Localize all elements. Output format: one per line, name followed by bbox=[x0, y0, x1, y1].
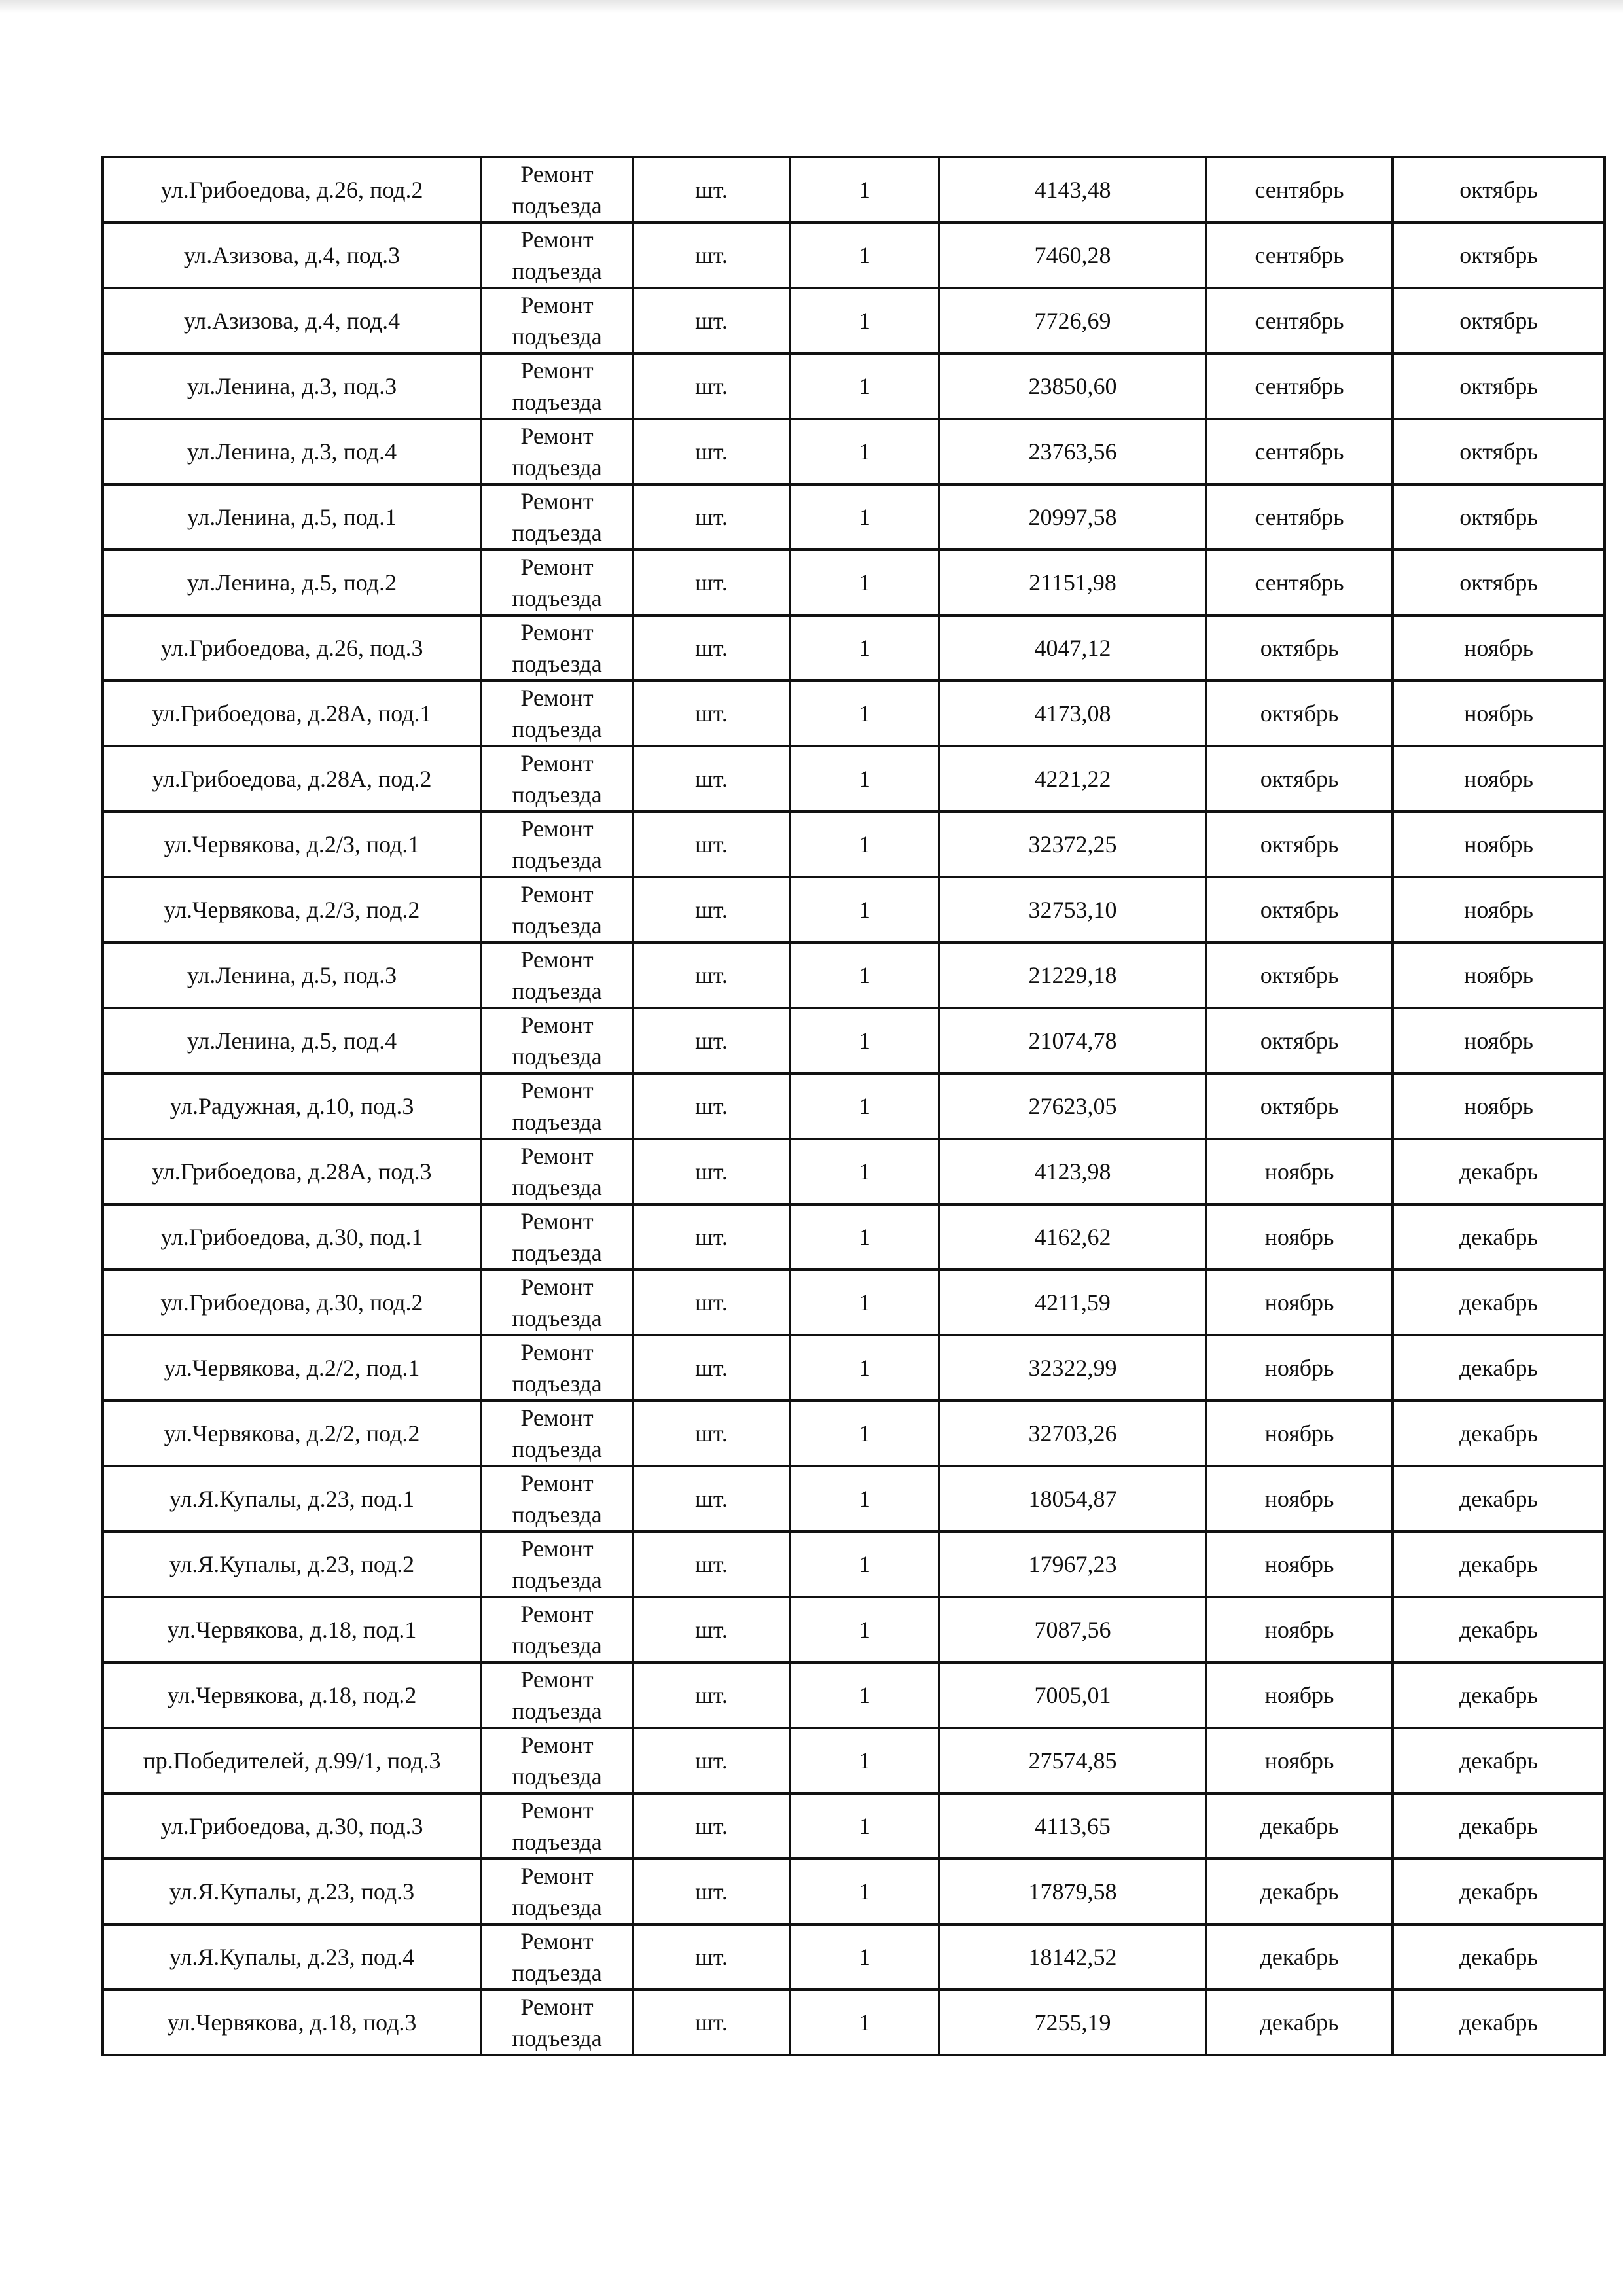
repair-schedule-table bbox=[101, 156, 1606, 2056]
cost-cell: 17967,23 bbox=[939, 1532, 1206, 1597]
start-month-cell: октябрь bbox=[1206, 812, 1393, 877]
address-cell: ул.Червякова, д.18, под.2 bbox=[103, 1662, 481, 1728]
unit-cell: шт. bbox=[633, 1008, 790, 1073]
end-month-cell: декабрь bbox=[1393, 1466, 1605, 1532]
start-month-cell: сентябрь bbox=[1206, 223, 1393, 288]
end-month-cell: октябрь bbox=[1393, 288, 1605, 353]
unit-cell: шт. bbox=[633, 681, 790, 746]
table-row bbox=[103, 1466, 1605, 1532]
quantity-cell: 1 bbox=[790, 1204, 939, 1270]
table-row bbox=[103, 1793, 1605, 1859]
unit-cell: шт. bbox=[633, 419, 790, 484]
unit-cell: шт. bbox=[633, 1073, 790, 1139]
end-month-cell: октябрь bbox=[1393, 353, 1605, 419]
work-type-cell: Ремонт подъезда bbox=[481, 1662, 633, 1728]
cost-cell: 7255,19 bbox=[939, 1990, 1206, 2055]
start-month-cell: октябрь bbox=[1206, 1008, 1393, 1073]
quantity-cell: 1 bbox=[790, 1335, 939, 1401]
unit-cell: шт. bbox=[633, 223, 790, 288]
quantity-cell: 1 bbox=[790, 681, 939, 746]
unit-cell: шт. bbox=[633, 1728, 790, 1793]
work-type-cell: Ремонт подъезда bbox=[481, 1466, 633, 1532]
cost-cell: 7087,56 bbox=[939, 1597, 1206, 1662]
work-type-cell: Ремонт подъезда bbox=[481, 1924, 633, 1990]
address-cell: ул.Червякова, д.2/3, под.1 bbox=[103, 812, 481, 877]
quantity-cell: 1 bbox=[790, 1924, 939, 1990]
start-month-cell: ноябрь bbox=[1206, 1532, 1393, 1597]
quantity-cell: 1 bbox=[790, 942, 939, 1008]
end-month-cell: декабрь bbox=[1393, 1532, 1605, 1597]
end-month-cell: декабрь bbox=[1393, 1401, 1605, 1466]
start-month-cell: октябрь bbox=[1206, 615, 1393, 681]
table-row bbox=[103, 1924, 1605, 1990]
cost-cell: 18142,52 bbox=[939, 1924, 1206, 1990]
address-cell: ул.Червякова, д.18, под.3 bbox=[103, 1990, 481, 2055]
unit-cell: шт. bbox=[633, 550, 790, 615]
cost-cell: 32703,26 bbox=[939, 1401, 1206, 1466]
address-cell: ул.Грибоедова, д.26, под.2 bbox=[103, 157, 481, 223]
start-month-cell: декабрь bbox=[1206, 1793, 1393, 1859]
start-month-cell: октябрь bbox=[1206, 681, 1393, 746]
start-month-cell: ноябрь bbox=[1206, 1139, 1393, 1204]
quantity-cell: 1 bbox=[790, 1466, 939, 1532]
unit-cell: шт. bbox=[633, 1139, 790, 1204]
cost-cell: 18054,87 bbox=[939, 1466, 1206, 1532]
start-month-cell: октябрь bbox=[1206, 877, 1393, 942]
cost-cell: 4211,59 bbox=[939, 1270, 1206, 1335]
unit-cell: шт. bbox=[633, 157, 790, 223]
work-type-cell: Ремонт подъезда bbox=[481, 288, 633, 353]
end-month-cell: ноябрь bbox=[1393, 615, 1605, 681]
work-type-cell: Ремонт подъезда bbox=[481, 1270, 633, 1335]
start-month-cell: сентябрь bbox=[1206, 157, 1393, 223]
unit-cell: шт. bbox=[633, 877, 790, 942]
table-row bbox=[103, 288, 1605, 353]
table-row bbox=[103, 812, 1605, 877]
start-month-cell: сентябрь bbox=[1206, 288, 1393, 353]
address-cell: ул.Червякова, д.18, под.1 bbox=[103, 1597, 481, 1662]
cost-cell: 23850,60 bbox=[939, 353, 1206, 419]
work-type-cell: Ремонт подъезда bbox=[481, 353, 633, 419]
start-month-cell: октябрь bbox=[1206, 746, 1393, 812]
cost-cell: 4123,98 bbox=[939, 1139, 1206, 1204]
table-row bbox=[103, 1204, 1605, 1270]
work-type-cell: Ремонт подъезда bbox=[481, 157, 633, 223]
address-cell: ул.Ленина, д.5, под.1 bbox=[103, 484, 481, 550]
end-month-cell: декабрь bbox=[1393, 1270, 1605, 1335]
end-month-cell: декабрь bbox=[1393, 1990, 1605, 2055]
quantity-cell: 1 bbox=[790, 157, 939, 223]
table-body bbox=[103, 157, 1605, 2055]
table-row bbox=[103, 1401, 1605, 1466]
end-month-cell: ноябрь bbox=[1393, 746, 1605, 812]
work-type-cell: Ремонт подъезда bbox=[481, 550, 633, 615]
end-month-cell: декабрь bbox=[1393, 1204, 1605, 1270]
cost-cell: 27574,85 bbox=[939, 1728, 1206, 1793]
work-type-cell: Ремонт подъезда bbox=[481, 615, 633, 681]
work-type-cell: Ремонт подъезда bbox=[481, 1859, 633, 1924]
work-type-cell: Ремонт подъезда bbox=[481, 484, 633, 550]
address-cell: ул.Грибоедова, д.28А, под.1 bbox=[103, 681, 481, 746]
unit-cell: шт. bbox=[633, 1662, 790, 1728]
end-month-cell: октябрь bbox=[1393, 550, 1605, 615]
address-cell: ул.Радужная, д.10, под.3 bbox=[103, 1073, 481, 1139]
start-month-cell: сентябрь bbox=[1206, 353, 1393, 419]
address-cell: пр.Победителей, д.99/1, под.3 bbox=[103, 1728, 481, 1793]
quantity-cell: 1 bbox=[790, 1597, 939, 1662]
start-month-cell: ноябрь bbox=[1206, 1466, 1393, 1532]
work-type-cell: Ремонт подъезда bbox=[481, 1073, 633, 1139]
address-cell: ул.Я.Купалы, д.23, под.1 bbox=[103, 1466, 481, 1532]
unit-cell: шт. bbox=[633, 1793, 790, 1859]
end-month-cell: ноябрь bbox=[1393, 1008, 1605, 1073]
cost-cell: 23763,56 bbox=[939, 419, 1206, 484]
end-month-cell: ноябрь bbox=[1393, 942, 1605, 1008]
quantity-cell: 1 bbox=[790, 288, 939, 353]
address-cell: ул.Я.Купалы, д.23, под.4 bbox=[103, 1924, 481, 1990]
work-type-cell: Ремонт подъезда bbox=[481, 1401, 633, 1466]
work-type-cell: Ремонт подъезда bbox=[481, 812, 633, 877]
start-month-cell: декабрь bbox=[1206, 1859, 1393, 1924]
work-type-cell: Ремонт подъезда bbox=[481, 1990, 633, 2055]
start-month-cell: октябрь bbox=[1206, 942, 1393, 1008]
end-month-cell: декабрь bbox=[1393, 1728, 1605, 1793]
table-row bbox=[103, 1859, 1605, 1924]
unit-cell: шт. bbox=[633, 1466, 790, 1532]
unit-cell: шт. bbox=[633, 1532, 790, 1597]
unit-cell: шт. bbox=[633, 1990, 790, 2055]
address-cell: ул.Грибоедова, д.30, под.1 bbox=[103, 1204, 481, 1270]
start-month-cell: декабрь bbox=[1206, 1924, 1393, 1990]
cost-cell: 7726,69 bbox=[939, 288, 1206, 353]
document-page bbox=[101, 156, 1603, 2056]
address-cell: ул.Червякова, д.2/3, под.2 bbox=[103, 877, 481, 942]
table-row bbox=[103, 1728, 1605, 1793]
unit-cell: шт. bbox=[633, 1335, 790, 1401]
cost-cell: 32372,25 bbox=[939, 812, 1206, 877]
table-row bbox=[103, 1008, 1605, 1073]
table-row bbox=[103, 1073, 1605, 1139]
cost-cell: 21151,98 bbox=[939, 550, 1206, 615]
cost-cell: 4173,08 bbox=[939, 681, 1206, 746]
address-cell: ул.Я.Купалы, д.23, под.2 bbox=[103, 1532, 481, 1597]
cost-cell: 4143,48 bbox=[939, 157, 1206, 223]
cost-cell: 7460,28 bbox=[939, 223, 1206, 288]
start-month-cell: сентябрь bbox=[1206, 484, 1393, 550]
cost-cell: 21229,18 bbox=[939, 942, 1206, 1008]
start-month-cell: сентябрь bbox=[1206, 550, 1393, 615]
unit-cell: шт. bbox=[633, 812, 790, 877]
start-month-cell: сентябрь bbox=[1206, 419, 1393, 484]
address-cell: ул.Грибоедова, д.28А, под.3 bbox=[103, 1139, 481, 1204]
end-month-cell: декабрь bbox=[1393, 1597, 1605, 1662]
end-month-cell: декабрь bbox=[1393, 1793, 1605, 1859]
table-row bbox=[103, 419, 1605, 484]
end-month-cell: декабрь bbox=[1393, 1139, 1605, 1204]
work-type-cell: Ремонт подъезда bbox=[481, 223, 633, 288]
work-type-cell: Ремонт подъезда bbox=[481, 1008, 633, 1073]
table-row bbox=[103, 1335, 1605, 1401]
start-month-cell: декабрь bbox=[1206, 1990, 1393, 2055]
address-cell: ул.Червякова, д.2/2, под.1 bbox=[103, 1335, 481, 1401]
unit-cell: шт. bbox=[633, 1401, 790, 1466]
table-row bbox=[103, 1532, 1605, 1597]
start-month-cell: ноябрь bbox=[1206, 1270, 1393, 1335]
unit-cell: шт. bbox=[633, 353, 790, 419]
quantity-cell: 1 bbox=[790, 746, 939, 812]
table-row bbox=[103, 1139, 1605, 1204]
work-type-cell: Ремонт подъезда bbox=[481, 1728, 633, 1793]
work-type-cell: Ремонт подъезда bbox=[481, 1335, 633, 1401]
unit-cell: шт. bbox=[633, 1270, 790, 1335]
quantity-cell: 1 bbox=[790, 1532, 939, 1597]
start-month-cell: октябрь bbox=[1206, 1073, 1393, 1139]
unit-cell: шт. bbox=[633, 1924, 790, 1990]
cost-cell: 20997,58 bbox=[939, 484, 1206, 550]
table-row bbox=[103, 1990, 1605, 2055]
work-type-cell: Ремонт подъезда bbox=[481, 1597, 633, 1662]
work-type-cell: Ремонт подъезда bbox=[481, 1793, 633, 1859]
end-month-cell: ноябрь bbox=[1393, 1073, 1605, 1139]
cost-cell: 4047,12 bbox=[939, 615, 1206, 681]
address-cell: ул.Грибоедова, д.26, под.3 bbox=[103, 615, 481, 681]
table-row bbox=[103, 942, 1605, 1008]
quantity-cell: 1 bbox=[790, 353, 939, 419]
end-month-cell: октябрь bbox=[1393, 157, 1605, 223]
end-month-cell: ноябрь bbox=[1393, 681, 1605, 746]
work-type-cell: Ремонт подъезда bbox=[481, 746, 633, 812]
address-cell: ул.Азизова, д.4, под.3 bbox=[103, 223, 481, 288]
unit-cell: шт. bbox=[633, 746, 790, 812]
cost-cell: 32322,99 bbox=[939, 1335, 1206, 1401]
table-row bbox=[103, 615, 1605, 681]
start-month-cell: ноябрь bbox=[1206, 1401, 1393, 1466]
end-month-cell: декабрь bbox=[1393, 1662, 1605, 1728]
table-row bbox=[103, 353, 1605, 419]
start-month-cell: ноябрь bbox=[1206, 1204, 1393, 1270]
quantity-cell: 1 bbox=[790, 1073, 939, 1139]
quantity-cell: 1 bbox=[790, 1008, 939, 1073]
quantity-cell: 1 bbox=[790, 1139, 939, 1204]
cost-cell: 4221,22 bbox=[939, 746, 1206, 812]
table-row bbox=[103, 1662, 1605, 1728]
unit-cell: шт. bbox=[633, 615, 790, 681]
quantity-cell: 1 bbox=[790, 550, 939, 615]
quantity-cell: 1 bbox=[790, 615, 939, 681]
start-month-cell: ноябрь bbox=[1206, 1728, 1393, 1793]
table-row bbox=[103, 223, 1605, 288]
cost-cell: 4113,65 bbox=[939, 1793, 1206, 1859]
table-row bbox=[103, 1597, 1605, 1662]
end-month-cell: октябрь bbox=[1393, 484, 1605, 550]
quantity-cell: 1 bbox=[790, 1662, 939, 1728]
unit-cell: шт. bbox=[633, 288, 790, 353]
cost-cell: 7005,01 bbox=[939, 1662, 1206, 1728]
cost-cell: 4162,62 bbox=[939, 1204, 1206, 1270]
unit-cell: шт. bbox=[633, 1204, 790, 1270]
end-month-cell: октябрь bbox=[1393, 223, 1605, 288]
end-month-cell: ноябрь bbox=[1393, 812, 1605, 877]
table-row bbox=[103, 681, 1605, 746]
end-month-cell: декабрь bbox=[1393, 1859, 1605, 1924]
unit-cell: шт. bbox=[633, 942, 790, 1008]
quantity-cell: 1 bbox=[790, 223, 939, 288]
address-cell: ул.Ленина, д.5, под.4 bbox=[103, 1008, 481, 1073]
address-cell: ул.Ленина, д.3, под.4 bbox=[103, 419, 481, 484]
quantity-cell: 1 bbox=[790, 1401, 939, 1466]
scan-shadow bbox=[0, 0, 1623, 13]
quantity-cell: 1 bbox=[790, 1859, 939, 1924]
cost-cell: 21074,78 bbox=[939, 1008, 1206, 1073]
address-cell: ул.Ленина, д.3, под.3 bbox=[103, 353, 481, 419]
start-month-cell: ноябрь bbox=[1206, 1335, 1393, 1401]
table-row bbox=[103, 877, 1605, 942]
end-month-cell: ноябрь bbox=[1393, 877, 1605, 942]
address-cell: ул.Червякова, д.2/2, под.2 bbox=[103, 1401, 481, 1466]
address-cell: ул.Грибоедова, д.30, под.3 bbox=[103, 1793, 481, 1859]
work-type-cell: Ремонт подъезда bbox=[481, 681, 633, 746]
end-month-cell: декабрь bbox=[1393, 1924, 1605, 1990]
quantity-cell: 1 bbox=[790, 1990, 939, 2055]
address-cell: ул.Ленина, д.5, под.2 bbox=[103, 550, 481, 615]
table-row bbox=[103, 550, 1605, 615]
unit-cell: шт. bbox=[633, 1859, 790, 1924]
unit-cell: шт. bbox=[633, 484, 790, 550]
address-cell: ул.Грибоедова, д.28А, под.2 bbox=[103, 746, 481, 812]
table-row bbox=[103, 157, 1605, 223]
quantity-cell: 1 bbox=[790, 484, 939, 550]
table-row bbox=[103, 484, 1605, 550]
table-row bbox=[103, 746, 1605, 812]
quantity-cell: 1 bbox=[790, 1793, 939, 1859]
quantity-cell: 1 bbox=[790, 812, 939, 877]
cost-cell: 17879,58 bbox=[939, 1859, 1206, 1924]
start-month-cell: ноябрь bbox=[1206, 1662, 1393, 1728]
work-type-cell: Ремонт подъезда bbox=[481, 1532, 633, 1597]
address-cell: ул.Ленина, д.5, под.3 bbox=[103, 942, 481, 1008]
cost-cell: 32753,10 bbox=[939, 877, 1206, 942]
work-type-cell: Ремонт подъезда bbox=[481, 942, 633, 1008]
table-row bbox=[103, 1270, 1605, 1335]
quantity-cell: 1 bbox=[790, 1270, 939, 1335]
work-type-cell: Ремонт подъезда bbox=[481, 1204, 633, 1270]
end-month-cell: декабрь bbox=[1393, 1335, 1605, 1401]
end-month-cell: октябрь bbox=[1393, 419, 1605, 484]
start-month-cell: ноябрь bbox=[1206, 1597, 1393, 1662]
quantity-cell: 1 bbox=[790, 1728, 939, 1793]
address-cell: ул.Грибоедова, д.30, под.2 bbox=[103, 1270, 481, 1335]
cost-cell: 27623,05 bbox=[939, 1073, 1206, 1139]
quantity-cell: 1 bbox=[790, 419, 939, 484]
unit-cell: шт. bbox=[633, 1597, 790, 1662]
work-type-cell: Ремонт подъезда bbox=[481, 1139, 633, 1204]
work-type-cell: Ремонт подъезда bbox=[481, 877, 633, 942]
quantity-cell: 1 bbox=[790, 877, 939, 942]
work-type-cell: Ремонт подъезда bbox=[481, 419, 633, 484]
address-cell: ул.Азизова, д.4, под.4 bbox=[103, 288, 481, 353]
address-cell: ул.Я.Купалы, д.23, под.3 bbox=[103, 1859, 481, 1924]
